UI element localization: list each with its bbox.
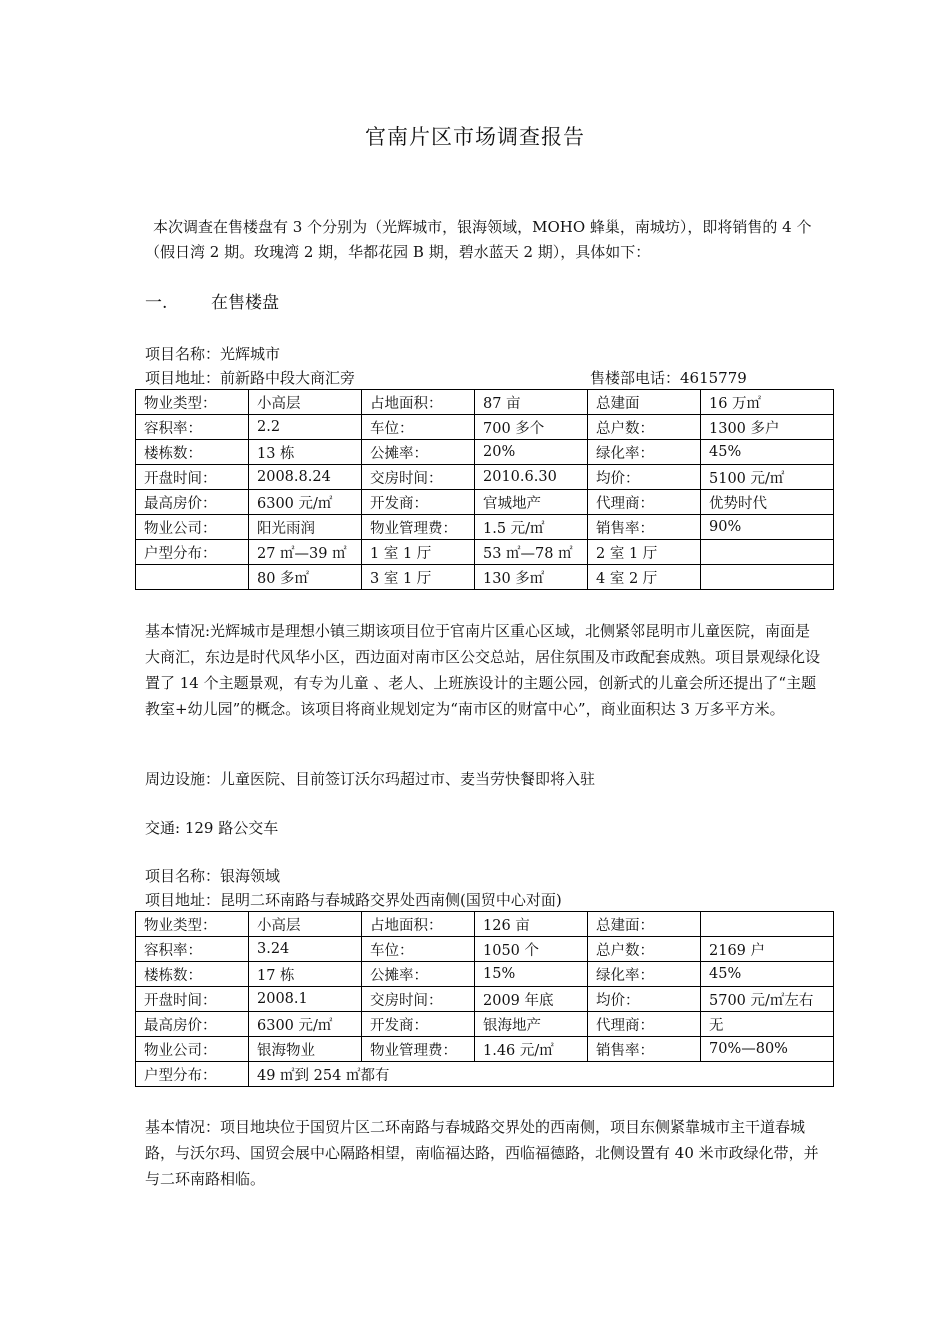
table-cell: 销售率： — [588, 515, 701, 540]
section-heading — [145, 288, 279, 313]
page-title: 官南片区市场调查报告 — [365, 125, 585, 149]
table-cell: 交房时间： — [362, 465, 475, 490]
table-cell: 80 多㎡ — [249, 565, 362, 590]
table-cell: 物业管理费： — [362, 515, 475, 540]
table-cell: 绿化率： — [588, 440, 701, 465]
table-row — [136, 465, 834, 490]
table-row — [136, 565, 834, 590]
table-cell: 4 室 2 厅 — [588, 565, 701, 590]
table-cell: 均价： — [588, 987, 701, 1012]
table-cell: 楼栋数： — [136, 962, 249, 987]
table-cell: 开发商： — [362, 1012, 475, 1037]
table-cell: 户型分布： — [136, 1062, 249, 1087]
table-cell: 1.46 元/㎡ — [475, 1037, 588, 1062]
table-cell: 53 ㎡—78 ㎡ — [475, 540, 588, 565]
table-cell: 容积率： — [136, 937, 249, 962]
table-row — [136, 1012, 834, 1037]
table-cell: 阳光雨润 — [249, 515, 362, 540]
table-cell: 物业公司： — [136, 1037, 249, 1062]
table-cell: 总户数： — [588, 415, 701, 440]
table-row — [136, 390, 834, 415]
table-cell: 车位： — [362, 415, 475, 440]
table-cell: 2169 户 — [701, 937, 834, 962]
table-cell — [136, 565, 249, 590]
table-cell: 126 亩 — [475, 912, 588, 937]
table-cell: 27 ㎡—39 ㎡ — [249, 540, 362, 565]
project2-name: 项目名称：银海领域 — [145, 867, 281, 885]
table-cell: 1300 多户 — [701, 415, 834, 440]
table-row — [136, 962, 834, 987]
section-number: 一. — [145, 293, 168, 313]
table-cell — [701, 565, 834, 590]
table-cell: 1.5 元/㎡ — [475, 515, 588, 540]
table-cell: 2010.6.30 — [475, 465, 588, 490]
project1-facilities: 周边设施：儿童医院、目前签订沃尔玛超过市、麦当劳快餐即将入驻 — [145, 770, 596, 788]
table-cell: 开盘时间： — [136, 987, 249, 1012]
project2-address: 项目地址：昆明二环南路与春城路交界处西南侧(国贸中心对面) — [145, 891, 562, 909]
table-cell: 最高房价： — [136, 490, 249, 515]
table-row — [136, 937, 834, 962]
project1-name: 项目名称：光辉城市 — [145, 345, 281, 363]
table-cell: 官城地产 — [475, 490, 588, 515]
table-cell: 销售率： — [588, 1037, 701, 1062]
table-row — [136, 415, 834, 440]
table-cell: 物业类型： — [136, 390, 249, 415]
project1-basic-info: 基本情况:光辉城市是理想小镇三期该项目位于官南片区重心区域，北侧紧邻昆明市儿童医院，南面是大商汇，东边是时代风华小区，西边面对南市区公交总站，居住氛围及市政配套成熟。项目景观绿化设置了 14 个主题景观，有专为儿童 、老人、上班族设计的主题公园，创新式的儿童会所还提出了“主题教室+幼儿园”的概念。该项目将商业规划定为“南市区的财富中心”，商业面积达 3 万多平方米。 — [145, 622, 821, 718]
table-cell: 户型分布： — [136, 540, 249, 565]
table-cell: 1 室 1 厅 — [362, 540, 475, 565]
table-cell: 130 多㎡ — [475, 565, 588, 590]
table-cell: 5700 元/㎡左右 — [701, 987, 834, 1012]
table-row — [136, 1062, 834, 1087]
table-cell: 小高层 — [249, 390, 362, 415]
table-row — [136, 490, 834, 515]
table-cell: 17 栋 — [249, 962, 362, 987]
project2-basic-info: 基本情况：项目地块位于国贸片区二环南路与春城路交界处的西南侧，项目东侧紧靠城市主干道春城路，与沃尔玛、国贸会展中心隔路相望，南临福达路，西临福德路，北侧设置有 40 米市政绿化带，并与二环南路相临。 — [145, 1118, 819, 1188]
table-cell: 绿化率： — [588, 962, 701, 987]
table-cell: 银海物业 — [249, 1037, 362, 1062]
table-cell: 开发商： — [362, 490, 475, 515]
table-cell: 2009 年底 — [475, 987, 588, 1012]
table-cell: 15% — [475, 962, 588, 987]
table-cell: 45% — [701, 440, 834, 465]
table-cell: 3 室 1 厅 — [362, 565, 475, 590]
table-row — [136, 515, 834, 540]
table-cell: 49 ㎡到 254 ㎡都有 — [249, 1062, 834, 1087]
table-cell — [701, 912, 834, 937]
table-cell: 开盘时间： — [136, 465, 249, 490]
table-cell: 87 亩 — [475, 390, 588, 415]
table-cell: 车位： — [362, 937, 475, 962]
table-cell: 总建面： — [588, 912, 701, 937]
table-cell: 13 栋 — [249, 440, 362, 465]
table-cell: 2008.8.24 — [249, 465, 362, 490]
table-row — [136, 1037, 834, 1062]
project1-address: 项目地址：前新路中段大商汇旁 — [145, 369, 356, 387]
table-cell: 45% — [701, 962, 834, 987]
table-cell: 总户数： — [588, 937, 701, 962]
table-cell: 占地面积： — [362, 912, 475, 937]
table-cell: 6300 元/㎡ — [249, 490, 362, 515]
table-cell — [701, 540, 834, 565]
project2-table — [135, 911, 834, 1087]
table-cell: 交房时间： — [362, 987, 475, 1012]
table-cell: 20% — [475, 440, 588, 465]
table-cell: 70%—80% — [701, 1037, 834, 1062]
table-row — [136, 987, 834, 1012]
table-cell: 最高房价： — [136, 1012, 249, 1037]
table-cell: 楼栋数： — [136, 440, 249, 465]
table-cell: 银海地产 — [475, 1012, 588, 1037]
project1-traffic: 交通: 129 路公交车 — [145, 819, 279, 837]
table-cell: 代理商： — [588, 490, 701, 515]
table-cell: 5100 元/㎡ — [701, 465, 834, 490]
table-cell: 均价： — [588, 465, 701, 490]
table-cell: 90% — [701, 515, 834, 540]
intro-paragraph: 本次调查在售楼盘有 3 个分别为（光辉城市，银海领域，MOHO 蜂巢，南城坊），即将销售的 4 个（假日湾 2 期。玫瑰湾 2 期，华都花园 B 期，碧水蓝天 2 期），具体如下： — [145, 218, 812, 261]
table-row — [136, 540, 834, 565]
table-cell: 物业类型： — [136, 912, 249, 937]
table-row — [136, 440, 834, 465]
table-cell: 代理商： — [588, 1012, 701, 1037]
table-cell: 2 室 1 厅 — [588, 540, 701, 565]
table-cell: 公摊率： — [362, 440, 475, 465]
project1-table — [135, 389, 834, 590]
project1-phone: 售楼部电话：4615779 — [590, 369, 747, 387]
table-cell: 3.24 — [249, 937, 362, 962]
table-cell: 容积率： — [136, 415, 249, 440]
table-cell: 2.2 — [249, 415, 362, 440]
table-cell: 公摊率： — [362, 962, 475, 987]
table-cell: 优势时代 — [701, 490, 834, 515]
table-cell: 物业公司： — [136, 515, 249, 540]
table-cell: 物业管理费： — [362, 1037, 475, 1062]
table-row — [136, 912, 834, 937]
section-title: 在售楼盘 — [211, 293, 279, 313]
table-cell: 6300 元/㎡ — [249, 1012, 362, 1037]
table-cell: 无 — [701, 1012, 834, 1037]
table-cell: 总建面 — [588, 390, 701, 415]
table-cell: 小高层 — [249, 912, 362, 937]
table-cell: 1050 个 — [475, 937, 588, 962]
table-cell: 16 万㎡ — [701, 390, 834, 415]
table-cell: 占地面积： — [362, 390, 475, 415]
table-cell: 700 多个 — [475, 415, 588, 440]
table-cell: 2008.1 — [249, 987, 362, 1012]
